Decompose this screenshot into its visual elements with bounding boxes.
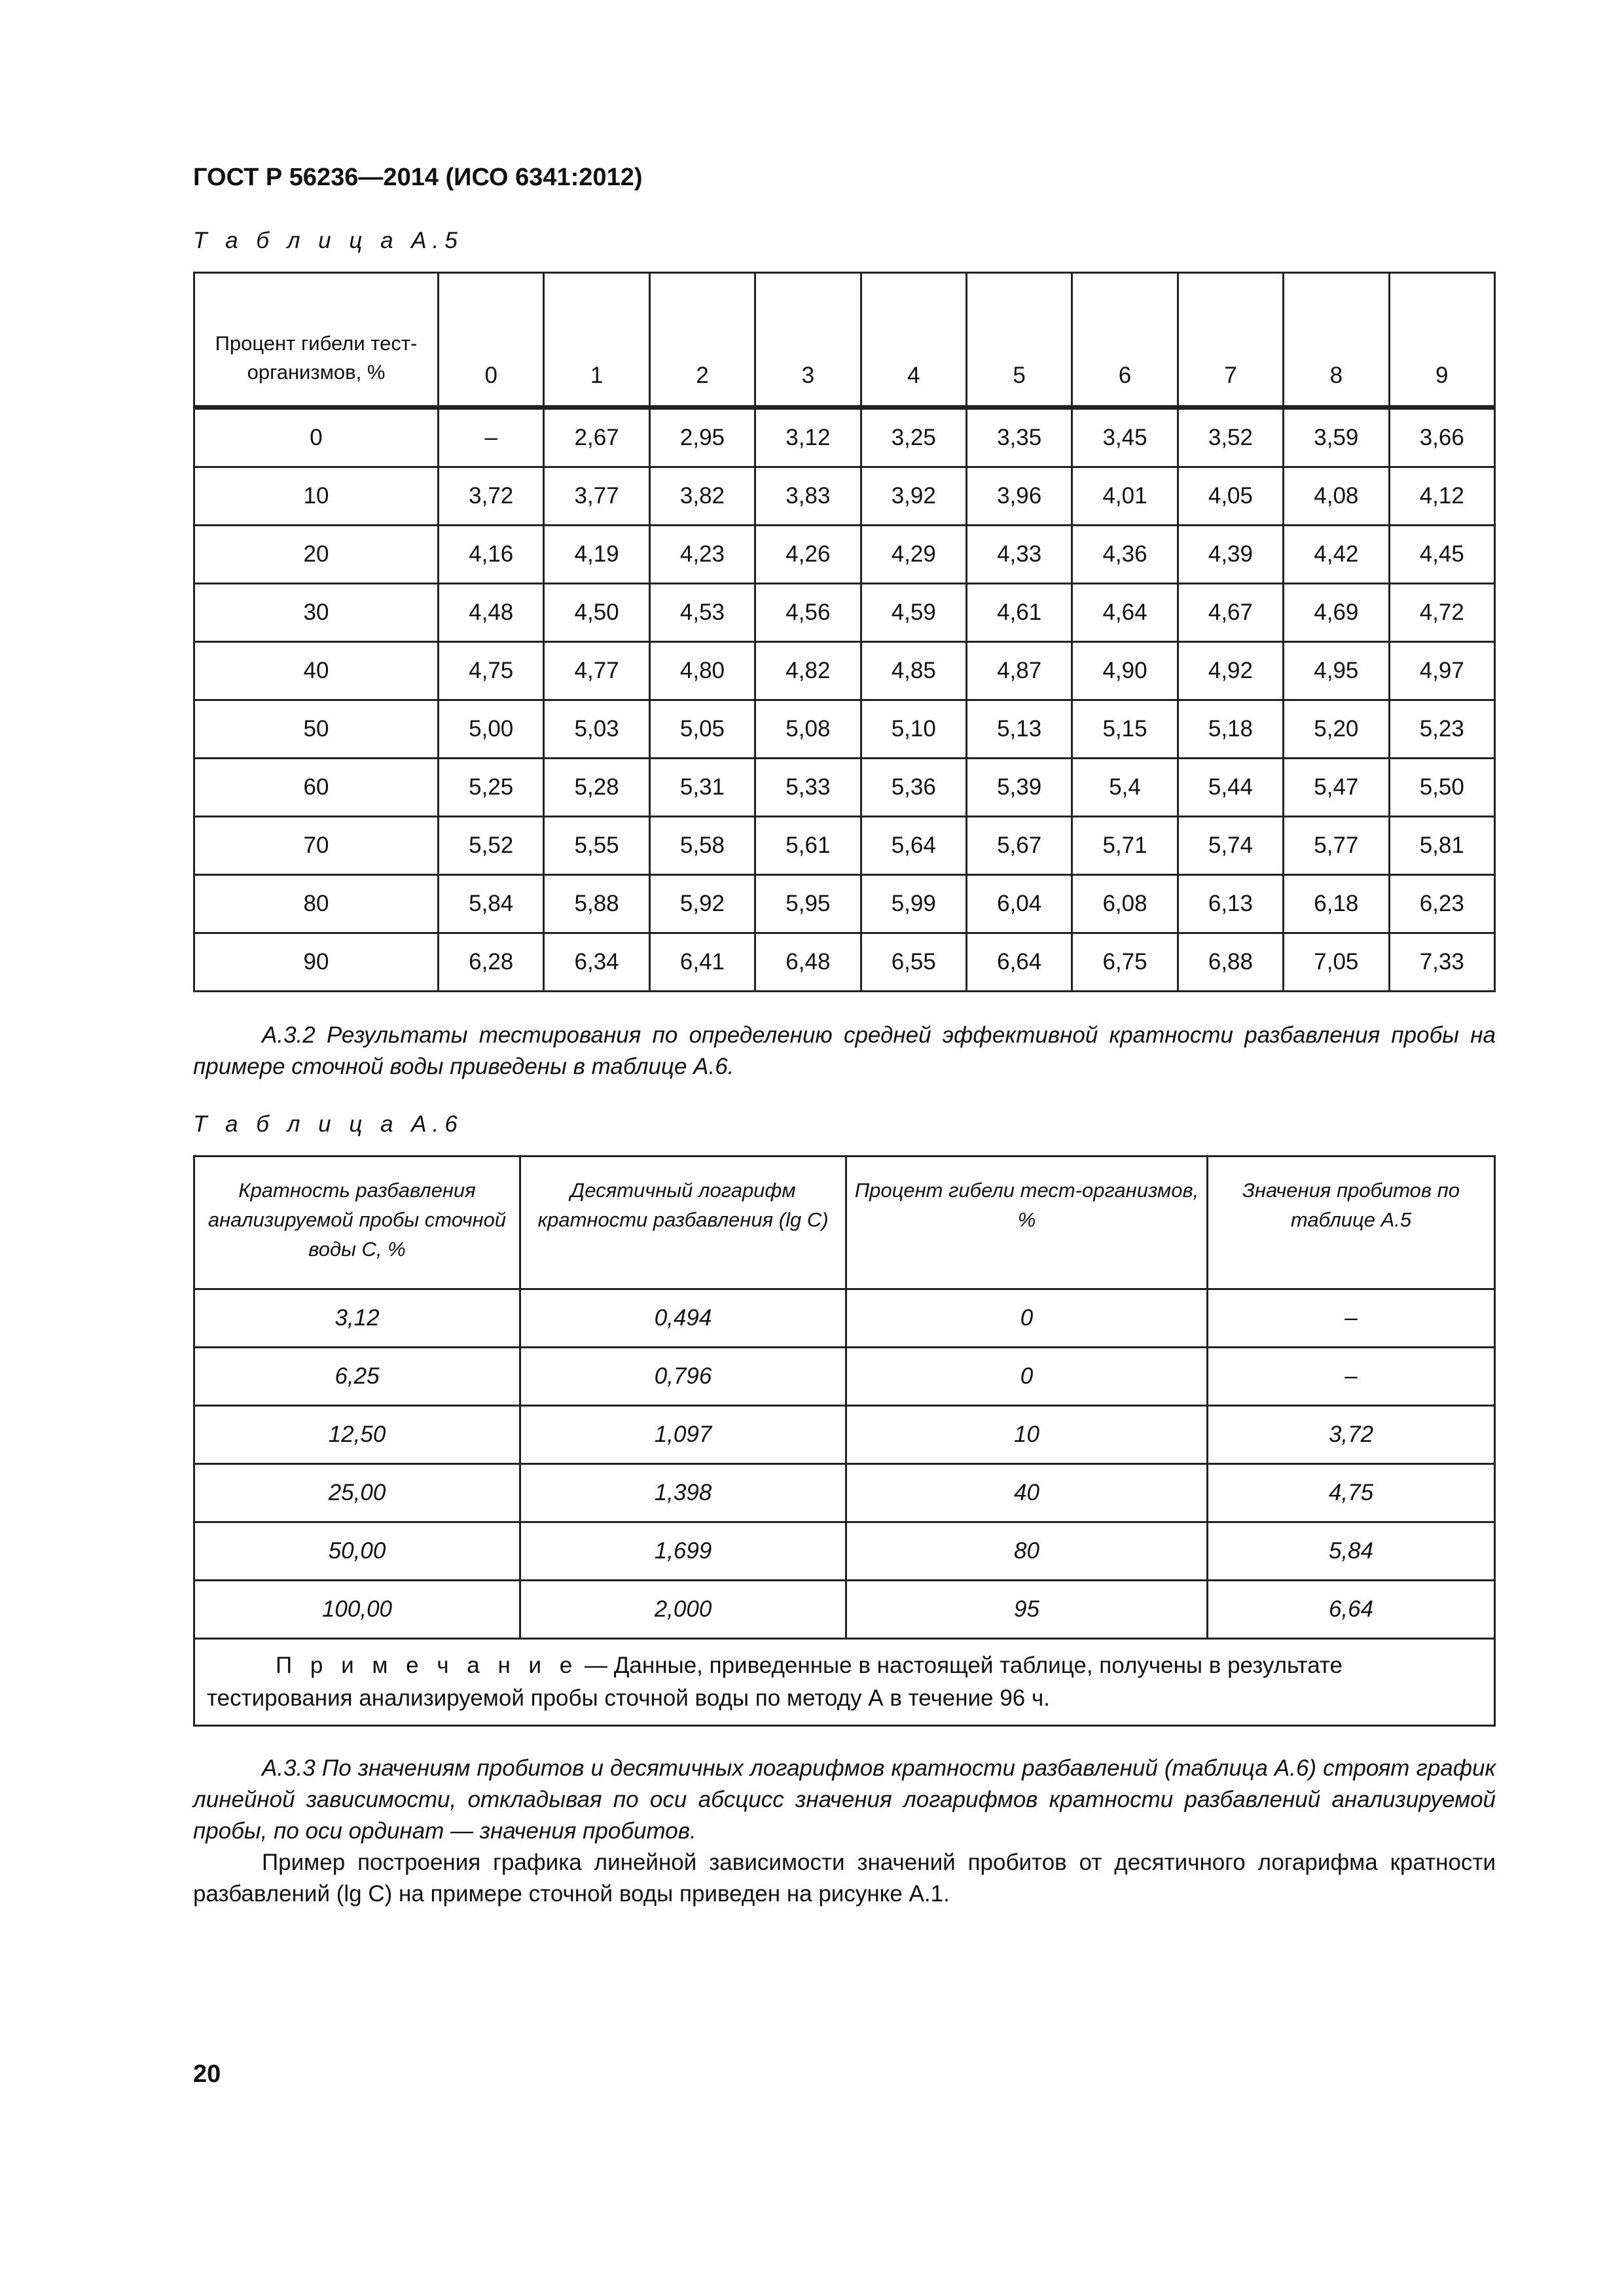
table-a5-cell: 4,80 <box>649 642 755 700</box>
table-a5-cell: 3,82 <box>649 467 755 526</box>
table-a6-cell: 4,75 <box>1208 1464 1495 1522</box>
table-a5-cell: 5,88 <box>544 875 649 933</box>
table-a6-cell: 0 <box>846 1348 1208 1406</box>
table-a5-cell: 6,64 <box>966 933 1072 992</box>
table-a6-cell: 0,494 <box>520 1289 846 1348</box>
table-row <box>194 933 1495 992</box>
table-row <box>194 759 1495 817</box>
table-a5-header-row <box>194 273 1495 408</box>
table-a5-caption: Т а б л и ц а А.5 <box>193 228 463 253</box>
table-a5-cell: 3,59 <box>1284 408 1389 467</box>
table-a6-cell: 3,72 <box>1208 1406 1495 1464</box>
table-a5-cell: 5,05 <box>649 700 755 759</box>
table-a5-cell: 5,36 <box>861 759 966 817</box>
table-a5 <box>193 272 1496 992</box>
table-a5-cell: 3,96 <box>966 467 1072 526</box>
table-a6-cell: 80 <box>846 1522 1208 1581</box>
paragraph-a3-2 <box>193 1020 1496 1083</box>
table-a5-col-header: 0 <box>439 273 544 408</box>
table-a5-cell: 5,15 <box>1072 700 1178 759</box>
table-a6-cell: 40 <box>846 1464 1208 1522</box>
table-a5-cell: 5,52 <box>439 817 544 875</box>
table-a5-cell: 4,19 <box>544 526 649 584</box>
table-a5-col-header: 3 <box>755 273 861 408</box>
table-a5-cell: 4,77 <box>544 642 649 700</box>
table-a5-col-header: 9 <box>1389 273 1494 408</box>
table-a5-cell: 3,92 <box>861 467 966 526</box>
table-a5-cell: 5,74 <box>1178 817 1283 875</box>
table-a5-cell: 4,64 <box>1072 584 1178 642</box>
table-a5-cell: 5,64 <box>861 817 966 875</box>
table-a5-cell: 3,25 <box>861 408 966 467</box>
table-a5-cell: 6,41 <box>649 933 755 992</box>
table-a5-cell: 6,34 <box>544 933 649 992</box>
table-a5-cell: 4,59 <box>861 584 966 642</box>
table-a5-cell: 5,50 <box>1389 759 1494 817</box>
table-a6-cell: 6,25 <box>194 1348 520 1406</box>
paragraph-a3-3: А.3.3 По значениям пробитов и десятичных логарифмов кратности разбавлений (таблица А.6) строят график линейной зависимости, откладывая по оси абсцисс значения логарифмов кратности разбавлений анализируемой пробы, по оси ординат — значения пробитов. <box>193 1755 1496 1844</box>
page-number: 20 <box>193 2060 221 2088</box>
table-a6-col-header: Десятичный логарифм кратности разбавления (lg С) <box>520 1157 846 1289</box>
table-a5-cell: 3,45 <box>1072 408 1178 467</box>
table-a5-cell: 6,55 <box>861 933 966 992</box>
table-a5-cell: 5,47 <box>1284 759 1389 817</box>
table-row <box>194 1464 1495 1522</box>
table-a5-cell: 5,77 <box>1284 817 1389 875</box>
table-a5-cell: 5,61 <box>755 817 861 875</box>
table-a6-note-row <box>194 1639 1495 1726</box>
table-a5-cell: 5,92 <box>649 875 755 933</box>
table-a5-cell: 6,48 <box>755 933 861 992</box>
table-a6-cell: – <box>1208 1289 1495 1348</box>
table-a5-cell: 5,31 <box>649 759 755 817</box>
table-a5-cell: 3,12 <box>755 408 861 467</box>
table-a5-cell: 4,08 <box>1284 467 1389 526</box>
table-row <box>194 642 1495 700</box>
table-a5-cell: 4,92 <box>1178 642 1283 700</box>
table-a6-cell: 100,00 <box>194 1581 520 1639</box>
table-a6-cell: – <box>1208 1348 1495 1406</box>
table-a5-cell: 5,00 <box>439 700 544 759</box>
paragraph-example: Пример построения графика линейной зависимости значений пробитов от десятичного логарифма кратности разбавлений (lg С) на примере сточной воды приведен на рисунке А.1. <box>193 1850 1496 1907</box>
table-a5-row-label: 40 <box>194 642 439 700</box>
table-a6-cell: 1,699 <box>520 1522 846 1581</box>
table-a5-cell: 4,26 <box>755 526 861 584</box>
table-a5-col-header: 7 <box>1178 273 1283 408</box>
table-a6-col-header: Процент гибели тест-организмов, % <box>846 1157 1208 1289</box>
table-a5-row-label: 20 <box>194 526 439 584</box>
paragraph-a3-3-block <box>193 1753 1496 1910</box>
table-a5-cell: 5,28 <box>544 759 649 817</box>
table-a5-col-header: 5 <box>966 273 1072 408</box>
table-a6-cell: 1,097 <box>520 1406 846 1464</box>
table-a5-cell: 4,45 <box>1389 526 1494 584</box>
table-a5-cell: 3,77 <box>544 467 649 526</box>
table-row <box>194 1581 1495 1639</box>
table-a5-cell: 6,04 <box>966 875 1072 933</box>
table-a5-cell: 5,25 <box>439 759 544 817</box>
table-a5-cell: 7,05 <box>1284 933 1389 992</box>
table-a5-cell: 5,03 <box>544 700 649 759</box>
table-a5-cell: 4,75 <box>439 642 544 700</box>
table-a6-caption: Т а б л и ц а А.6 <box>193 1111 463 1137</box>
table-a6-cell: 2,000 <box>520 1581 846 1639</box>
note-text: — Данные, приведенные в настоящей таблице, получены в результате тестирования анализируемой пробы сточной воды по методу А в течение 96 ч. <box>207 1653 1343 1711</box>
table-a6-col-header: Кратность разбавления анализируемой пробы сточной воды С, % <box>194 1157 520 1289</box>
table-a6-col-header: Значения пробитов по таблице А.5 <box>1208 1157 1495 1289</box>
note-lead: П р и м е ч а н и е <box>276 1653 579 1678</box>
table-a5-cell: 4,56 <box>755 584 861 642</box>
table-a5-col-header: 1 <box>544 273 649 408</box>
table-a5-col-header: 8 <box>1284 273 1389 408</box>
table-row <box>194 408 1495 467</box>
table-a5-cell: 2,95 <box>649 408 755 467</box>
table-a6-header-row <box>194 1157 1495 1289</box>
table-a5-cell: 5,20 <box>1284 700 1389 759</box>
table-a5-cell: 5,08 <box>755 700 861 759</box>
table-a5-cell: 5,99 <box>861 875 966 933</box>
table-a5-cell: 4,05 <box>1178 467 1283 526</box>
table-a5-cell: 4,01 <box>1072 467 1178 526</box>
table-row <box>194 1289 1495 1348</box>
table-a5-cell: 5,71 <box>1072 817 1178 875</box>
table-a6-cell: 25,00 <box>194 1464 520 1522</box>
table-a5-cell: 4,42 <box>1284 526 1389 584</box>
table-a6-cell: 50,00 <box>194 1522 520 1581</box>
table-a5-cell: 4,82 <box>755 642 861 700</box>
table-a5-cell: 4,53 <box>649 584 755 642</box>
table-a5-cell: 5,39 <box>966 759 1072 817</box>
table-a5-cell: 6,88 <box>1178 933 1283 992</box>
table-a5-cell: 5,95 <box>755 875 861 933</box>
table-a5-cell: 3,35 <box>966 408 1072 467</box>
table-a5-cell: 4,69 <box>1284 584 1389 642</box>
table-a5-cell: 4,16 <box>439 526 544 584</box>
table-a5-cell: 4,90 <box>1072 642 1178 700</box>
table-a5-cell: 4,67 <box>1178 584 1283 642</box>
table-a5-cell: 6,18 <box>1284 875 1389 933</box>
table-row <box>194 1522 1495 1581</box>
table-a5-cell: 4,12 <box>1389 467 1494 526</box>
table-a5-cell: 4,85 <box>861 642 966 700</box>
table-a5-cell: 6,23 <box>1389 875 1494 933</box>
paragraph-a3-2-text: А.3.2 Результаты тестирования по определению средней эффективной кратности разбавления пробы на примере сточной воды приведены в таблице А.6. <box>193 1022 1496 1079</box>
table-row <box>194 700 1495 759</box>
table-a6-cell: 12,50 <box>194 1406 520 1464</box>
table-a5-cell: 5,33 <box>755 759 861 817</box>
document-header: ГОСТ Р 56236—2014 (ИСО 6341:2012) <box>193 164 643 191</box>
table-a5-cell: 7,33 <box>1389 933 1494 992</box>
table-a6-cell: 0,796 <box>520 1348 846 1406</box>
table-a5-row-label: 50 <box>194 700 439 759</box>
table-a5-cell: 5,13 <box>966 700 1072 759</box>
table-a5-row-label: 0 <box>194 408 439 467</box>
table-a5-cell: 3,72 <box>439 467 544 526</box>
table-row <box>194 584 1495 642</box>
table-a5-cell: 4,72 <box>1389 584 1494 642</box>
table-a5-cell: 6,08 <box>1072 875 1178 933</box>
table-a5-cell: 4,50 <box>544 584 649 642</box>
table-a5-cell: 4,87 <box>966 642 1072 700</box>
table-a5-cell: 5,55 <box>544 817 649 875</box>
table-a5-cell: 4,61 <box>966 584 1072 642</box>
table-a5-row-label: 80 <box>194 875 439 933</box>
table-a5-cell: 4,36 <box>1072 526 1178 584</box>
table-a5-cell: 4,48 <box>439 584 544 642</box>
table-a5-cell: 3,66 <box>1389 408 1494 467</box>
table-a5-col-header: 6 <box>1072 273 1178 408</box>
table-a5-cell: 4,23 <box>649 526 755 584</box>
table-a5-corner-label: Процент гибели тест-организмов, % <box>194 273 439 408</box>
table-a5-cell: 4,97 <box>1389 642 1494 700</box>
table-row <box>194 875 1495 933</box>
table-a5-row-label: 60 <box>194 759 439 817</box>
table-a5-col-header: 2 <box>649 273 755 408</box>
table-a5-row-label: 90 <box>194 933 439 992</box>
table-a5-row-label: 70 <box>194 817 439 875</box>
table-a6-cell: 3,12 <box>194 1289 520 1348</box>
table-a5-cell: 5,44 <box>1178 759 1283 817</box>
table-a5-cell: 3,52 <box>1178 408 1283 467</box>
table-a5-cell: 6,75 <box>1072 933 1178 992</box>
table-a5-cell: 5,4 <box>1072 759 1178 817</box>
table-a5-row-label: 30 <box>194 584 439 642</box>
table-a6-cell: 0 <box>846 1289 1208 1348</box>
table-a5-cell: 5,84 <box>439 875 544 933</box>
table-a5-cell: 4,33 <box>966 526 1072 584</box>
table-a5-cell: 5,23 <box>1389 700 1494 759</box>
table-a5-row-label: 10 <box>194 467 439 526</box>
table-a5-cell: 5,10 <box>861 700 966 759</box>
table-a5-cell: 6,28 <box>439 933 544 992</box>
table-a6-note <box>194 1639 1495 1726</box>
table-a5-cell: 5,58 <box>649 817 755 875</box>
table-a6-cell: 1,398 <box>520 1464 846 1522</box>
table-a5-cell: 5,18 <box>1178 700 1283 759</box>
table-a5-cell: 4,29 <box>861 526 966 584</box>
table-a5-cell: 5,67 <box>966 817 1072 875</box>
table-a5-cell: 4,39 <box>1178 526 1283 584</box>
table-a5-cell: 5,81 <box>1389 817 1494 875</box>
table-row <box>194 1348 1495 1406</box>
table-a5-cell: 2,67 <box>544 408 649 467</box>
table-a6-cell: 10 <box>846 1406 1208 1464</box>
table-a6-cell: 5,84 <box>1208 1522 1495 1581</box>
table-a5-cell: 6,13 <box>1178 875 1283 933</box>
table-a5-cell: 4,95 <box>1284 642 1389 700</box>
table-a5-col-header: 4 <box>861 273 966 408</box>
table-row <box>194 817 1495 875</box>
table-row <box>194 526 1495 584</box>
table-a5-cell: 3,83 <box>755 467 861 526</box>
table-a6-cell: 6,64 <box>1208 1581 1495 1639</box>
table-a5-cell: – <box>439 408 544 467</box>
table-row <box>194 467 1495 526</box>
table-a6-cell: 95 <box>846 1581 1208 1639</box>
table-a6 <box>193 1155 1496 1727</box>
table-row <box>194 1406 1495 1464</box>
